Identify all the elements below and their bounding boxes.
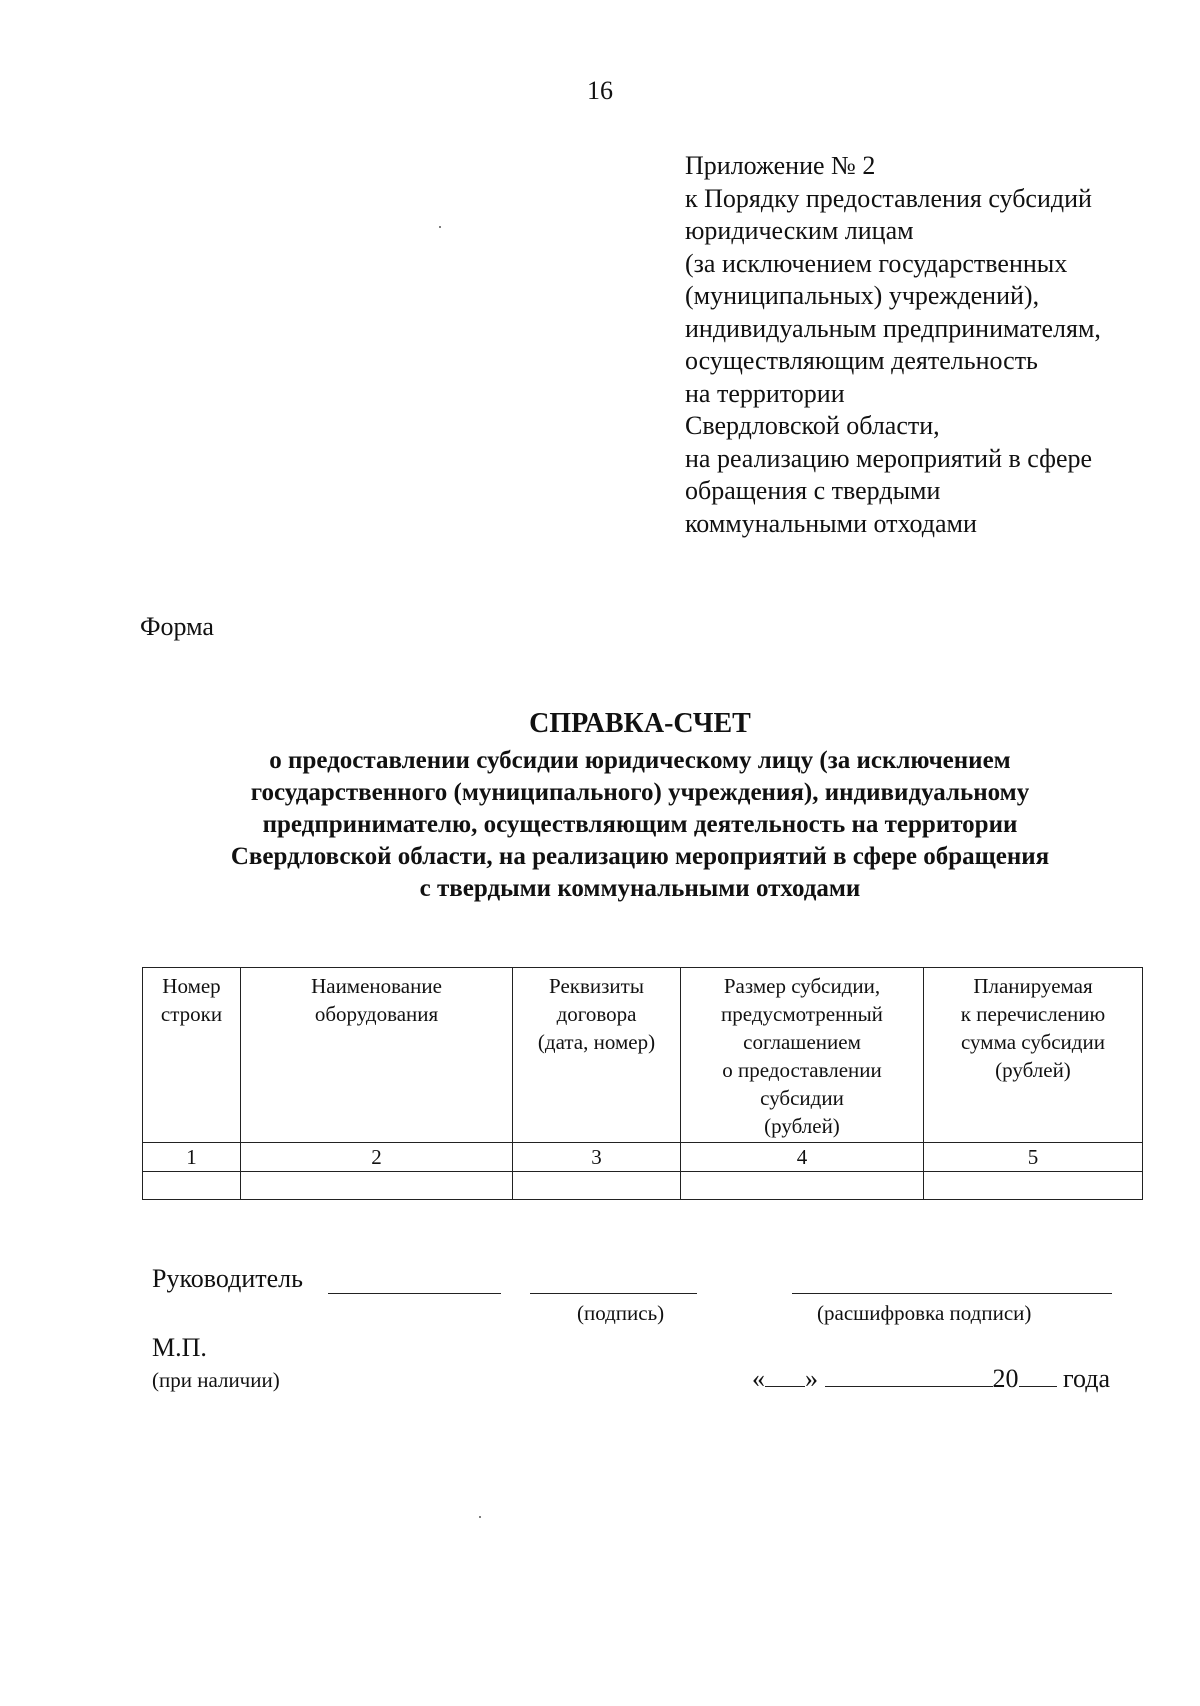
table-header-row: [143, 968, 1143, 1143]
appendix-line: на территории: [685, 378, 845, 408]
header-contract-details: Реквизиты договора (дата, номер): [513, 968, 681, 1143]
table-cell[interactable]: [924, 1172, 1143, 1200]
appendix-line: к Порядку предоставления субсидий: [685, 183, 1092, 213]
date-line: [752, 1360, 1110, 1394]
header-subsidy-amount: Размер субсидии, предусмотренный соглашением о предоставлении субсидии (рублей): [681, 968, 924, 1143]
appendix-line: (муниципальных) учреждений),: [685, 281, 1040, 310]
table-cell: 3: [513, 1143, 681, 1172]
year-prefix: 20: [992, 1364, 1019, 1393]
table-column-numbers-row: [143, 1143, 1143, 1172]
signature-decode-line[interactable]: [792, 1263, 1112, 1294]
document-subtitle: [140, 745, 1140, 905]
signature-caption: (подпись): [577, 1301, 665, 1325]
table-row: [143, 1172, 1143, 1200]
table-cell: 4: [681, 1143, 924, 1172]
head-name-line[interactable]: [328, 1263, 501, 1294]
appendix-line: на реализацию мероприятий в сфере: [685, 443, 1093, 473]
form-label: Форма: [140, 612, 214, 641]
header-equipment-name: Наименование оборудования: [241, 968, 513, 1143]
signature-line[interactable]: [530, 1263, 697, 1294]
decode-caption: (расшифровка подписи): [817, 1301, 1032, 1325]
quote-close: »: [805, 1364, 818, 1393]
year-field[interactable]: [1019, 1360, 1057, 1387]
appendix-block: [685, 150, 1165, 540]
header-row-number: Номер строки: [143, 968, 241, 1143]
page-number: 16: [587, 76, 613, 105]
subtitle-line: с твердыми коммунальными отходами: [419, 875, 861, 902]
appendix-line: осуществляющим деятельность: [685, 346, 1038, 375]
month-field[interactable]: [825, 1360, 993, 1387]
document-title-block: [140, 707, 1140, 905]
appendix-line: обращения с твердыми: [685, 476, 941, 505]
day-field[interactable]: [765, 1360, 805, 1387]
subtitle-line: Свердловской области, на реализацию мероприятий в сфере обращения: [230, 843, 1050, 870]
stamp-label: М.П.: [152, 1333, 207, 1362]
scan-speck: [439, 226, 441, 228]
subtitle-line: предпринимателю, осуществляющим деятельность на территории: [262, 811, 1018, 838]
quote-open: «: [752, 1364, 765, 1393]
appendix-line: коммунальными отходами: [685, 508, 977, 538]
signature-block: [152, 1263, 1152, 1403]
appendix-line: Приложение № 2: [685, 151, 876, 180]
appendix-line: (за исключением государственных: [685, 248, 1068, 278]
header-planned-transfer: Планируемая к перечислению сумма субсидии (рублей): [924, 968, 1143, 1143]
table-cell[interactable]: [513, 1172, 681, 1200]
table-cell: 2: [241, 1143, 513, 1172]
subtitle-line: о предоставлении субсидии юридическому лицу (за исключением: [269, 747, 1011, 774]
table-cell[interactable]: [681, 1172, 924, 1200]
stamp-note: (при наличии): [152, 1368, 280, 1392]
head-label: Руководитель: [152, 1264, 303, 1293]
table-cell: 1: [143, 1143, 241, 1172]
scan-speck: [479, 1516, 481, 1518]
document-title: СПРАВКА-СЧЕТ: [529, 708, 751, 739]
appendix-line: юридическим лицам: [685, 216, 914, 245]
appendix-line: Свердловской области,: [685, 411, 940, 440]
year-suffix: года: [1063, 1364, 1111, 1393]
appendix-line: индивидуальным предпринимателям,: [685, 313, 1101, 343]
subsidy-table: [142, 967, 1143, 1200]
table-cell[interactable]: [143, 1172, 241, 1200]
table-cell: 5: [924, 1143, 1143, 1172]
table-cell[interactable]: [241, 1172, 513, 1200]
subtitle-line: государственного (муниципального) учреждения), индивидуальному: [250, 779, 1030, 806]
